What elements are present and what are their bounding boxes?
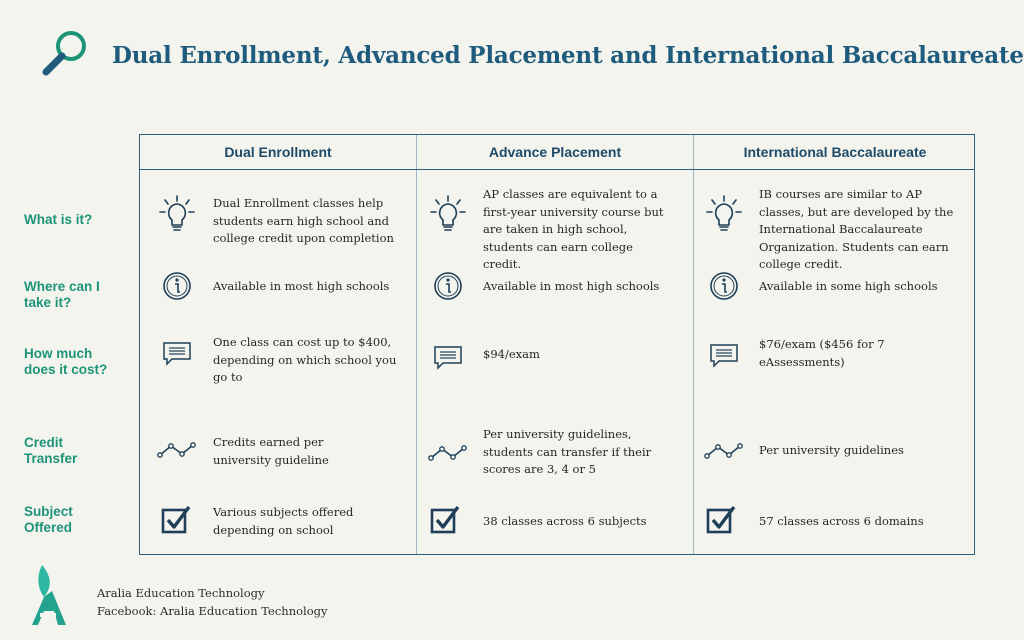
cell-credit-advance-placement: Per university guidelines, students can transfer if their scores are 3, 4 or 5 <box>483 427 652 476</box>
cell-where-advance-placement: Available in most high schools <box>483 279 660 293</box>
trend-line-icon <box>428 443 468 463</box>
lightbulb-icon <box>157 194 197 236</box>
page-title: Dual Enrollment, Advanced Placement and International Baccalaureate <box>112 42 1024 69</box>
magnifier-icon <box>38 28 92 80</box>
footer-company: Aralia Education Technology <box>97 586 265 600</box>
col-header-dual-enrollment: Dual Enrollment <box>224 144 332 160</box>
cell-what-international-baccalaureate: IB courses are similar to AP classes, but are developed by the International Baccalaureate Organization. Students can earn college credit. <box>759 187 954 271</box>
lightbulb-icon <box>704 194 744 236</box>
info-icon <box>162 271 192 301</box>
row-label-what-is-it: What is it? <box>24 212 93 227</box>
cell-subject-advance-placement: 38 classes across 6 subjects <box>483 514 647 528</box>
row-label-subject-offered: Subject Offered <box>24 504 73 535</box>
cell-subject-international-baccalaureate: 57 classes across 6 domains <box>759 514 924 528</box>
checkbox-icon <box>705 504 737 536</box>
cell-credit-dual-enrollment: Credits earned per university guideline <box>213 435 329 467</box>
row-label-cost: How much does it cost? <box>24 346 108 377</box>
header-rule <box>140 169 974 170</box>
aralia-logo <box>22 563 80 627</box>
checkbox-icon <box>429 504 461 536</box>
cell-cost-advance-placement: $94/exam <box>483 347 540 361</box>
cell-what-dual-enrollment: Dual Enrollment classes help students earn high school and college credit upon completion <box>213 196 394 245</box>
col-header-advance-placement: Advance Placement <box>488 144 622 160</box>
lightbulb-icon <box>428 194 468 236</box>
col-header-international-baccalaureate: International Baccalaureate <box>743 144 927 160</box>
message-icon <box>709 343 739 369</box>
row-label-where: Where can I take it? <box>24 279 100 310</box>
cell-cost-dual-enrollment: One class can cost up to $400, depending on which school you go to <box>213 335 397 384</box>
cell-what-advance-placement: AP classes are equivalent to a first-year university course but are taken in high school, students can earn college credit. <box>483 187 664 271</box>
info-icon <box>709 271 739 301</box>
info-icon <box>433 271 463 301</box>
checkbox-icon <box>160 504 192 536</box>
column-divider <box>416 135 417 554</box>
cell-cost-international-baccalaureate: $76/exam ($456 for 7 eAssessments) <box>759 337 885 369</box>
footer-facebook: Facebook: Aralia Education Technology <box>97 604 328 618</box>
message-icon <box>162 341 192 367</box>
row-label-credit-transfer: Credit Transfer <box>24 435 78 466</box>
trend-line-icon <box>704 441 744 461</box>
message-icon <box>433 345 463 371</box>
cell-subject-dual-enrollment: Various subjects offered depending on school <box>213 505 354 537</box>
cell-where-international-baccalaureate: Available in some high schools <box>759 279 938 293</box>
cell-where-dual-enrollment: Available in most high schools <box>213 279 390 293</box>
column-divider <box>693 135 694 554</box>
cell-credit-international-baccalaureate: Per university guidelines <box>759 443 904 457</box>
trend-line-icon <box>157 440 197 460</box>
